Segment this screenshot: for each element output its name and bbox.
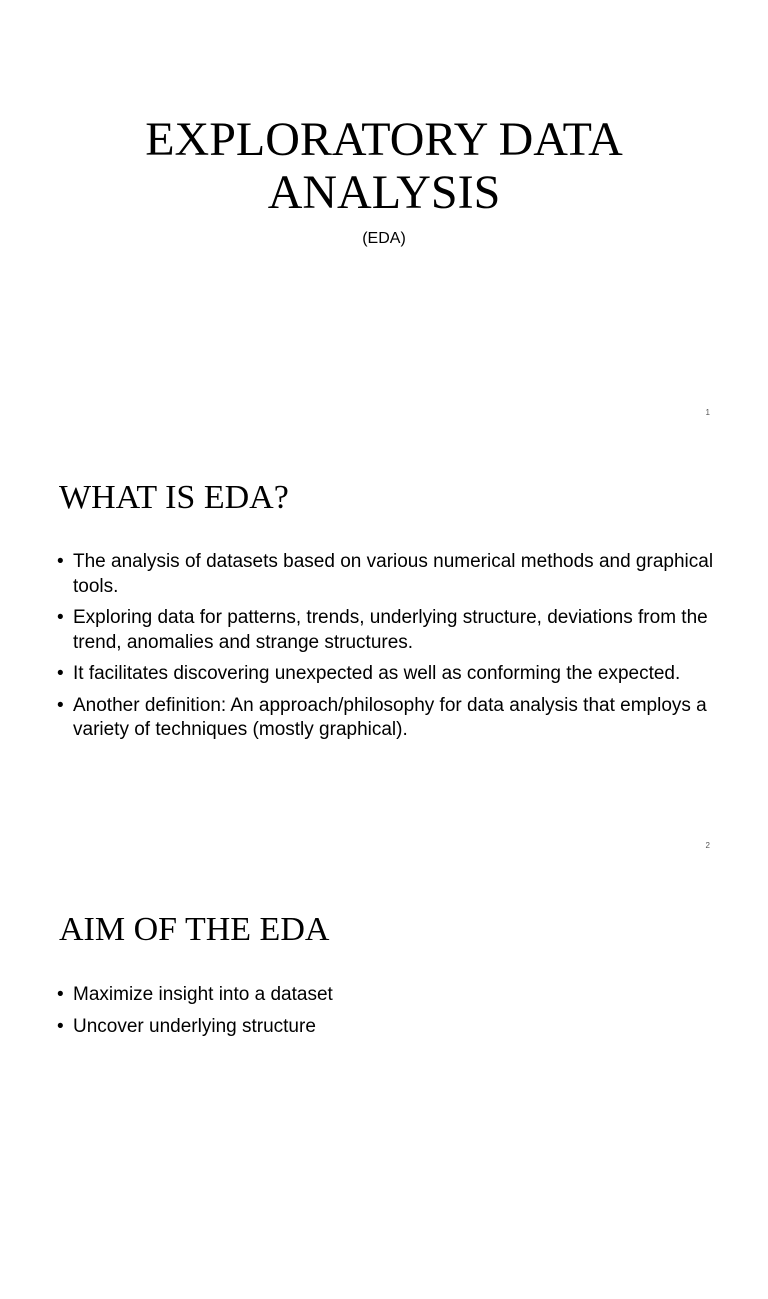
bullet-item — [57, 1015, 717, 1040]
bullet-text: Uncover underlying structure — [73, 1015, 316, 1037]
bullet-list — [57, 983, 717, 1046]
bullet-item — [57, 662, 717, 687]
bullet-text: Another definition: An approach/philosophy for data analysis that employs a variety of techniques (mostly graphical). — [73, 694, 707, 740]
slide-2 — [0, 433, 768, 866]
slide-heading: WHAT IS EDA? — [59, 479, 289, 516]
slide-1 — [0, 0, 768, 433]
slide-subtitle: (EDA) — [362, 230, 406, 247]
slide-3 — [0, 866, 768, 1299]
page-number: 1 — [705, 408, 710, 417]
bullet-icon: • — [57, 551, 64, 572]
bullet-icon: • — [57, 984, 64, 1005]
bullet-text: Maximize insight into a dataset — [73, 984, 333, 1005]
bullet-text: The analysis of datasets based on various numerical methods and graphical tools. — [73, 551, 714, 597]
bullet-item — [57, 606, 717, 655]
slide-heading: AIM OF THE EDA — [59, 911, 330, 948]
bullet-icon: • — [57, 694, 64, 716]
bullet-text: It facilitates discovering unexpected as well as conforming the expected. — [73, 663, 681, 684]
bullet-item — [57, 983, 717, 1008]
bullet-item — [57, 550, 717, 599]
page-number: 2 — [705, 841, 710, 850]
bullet-list — [57, 550, 717, 750]
bullet-item — [57, 694, 717, 743]
bullet-icon: • — [57, 607, 64, 628]
title-line-2: ANALYSIS — [267, 166, 501, 219]
bullet-icon: • — [57, 663, 64, 684]
bullet-text: Exploring data for patterns, trends, underlying structure, deviations from the trend, anomalies and strange structures. — [73, 607, 708, 653]
slide-title — [0, 113, 768, 219]
bullet-icon: • — [57, 1015, 64, 1037]
title-line-1: EXPLORATORY DATA — [145, 113, 623, 166]
